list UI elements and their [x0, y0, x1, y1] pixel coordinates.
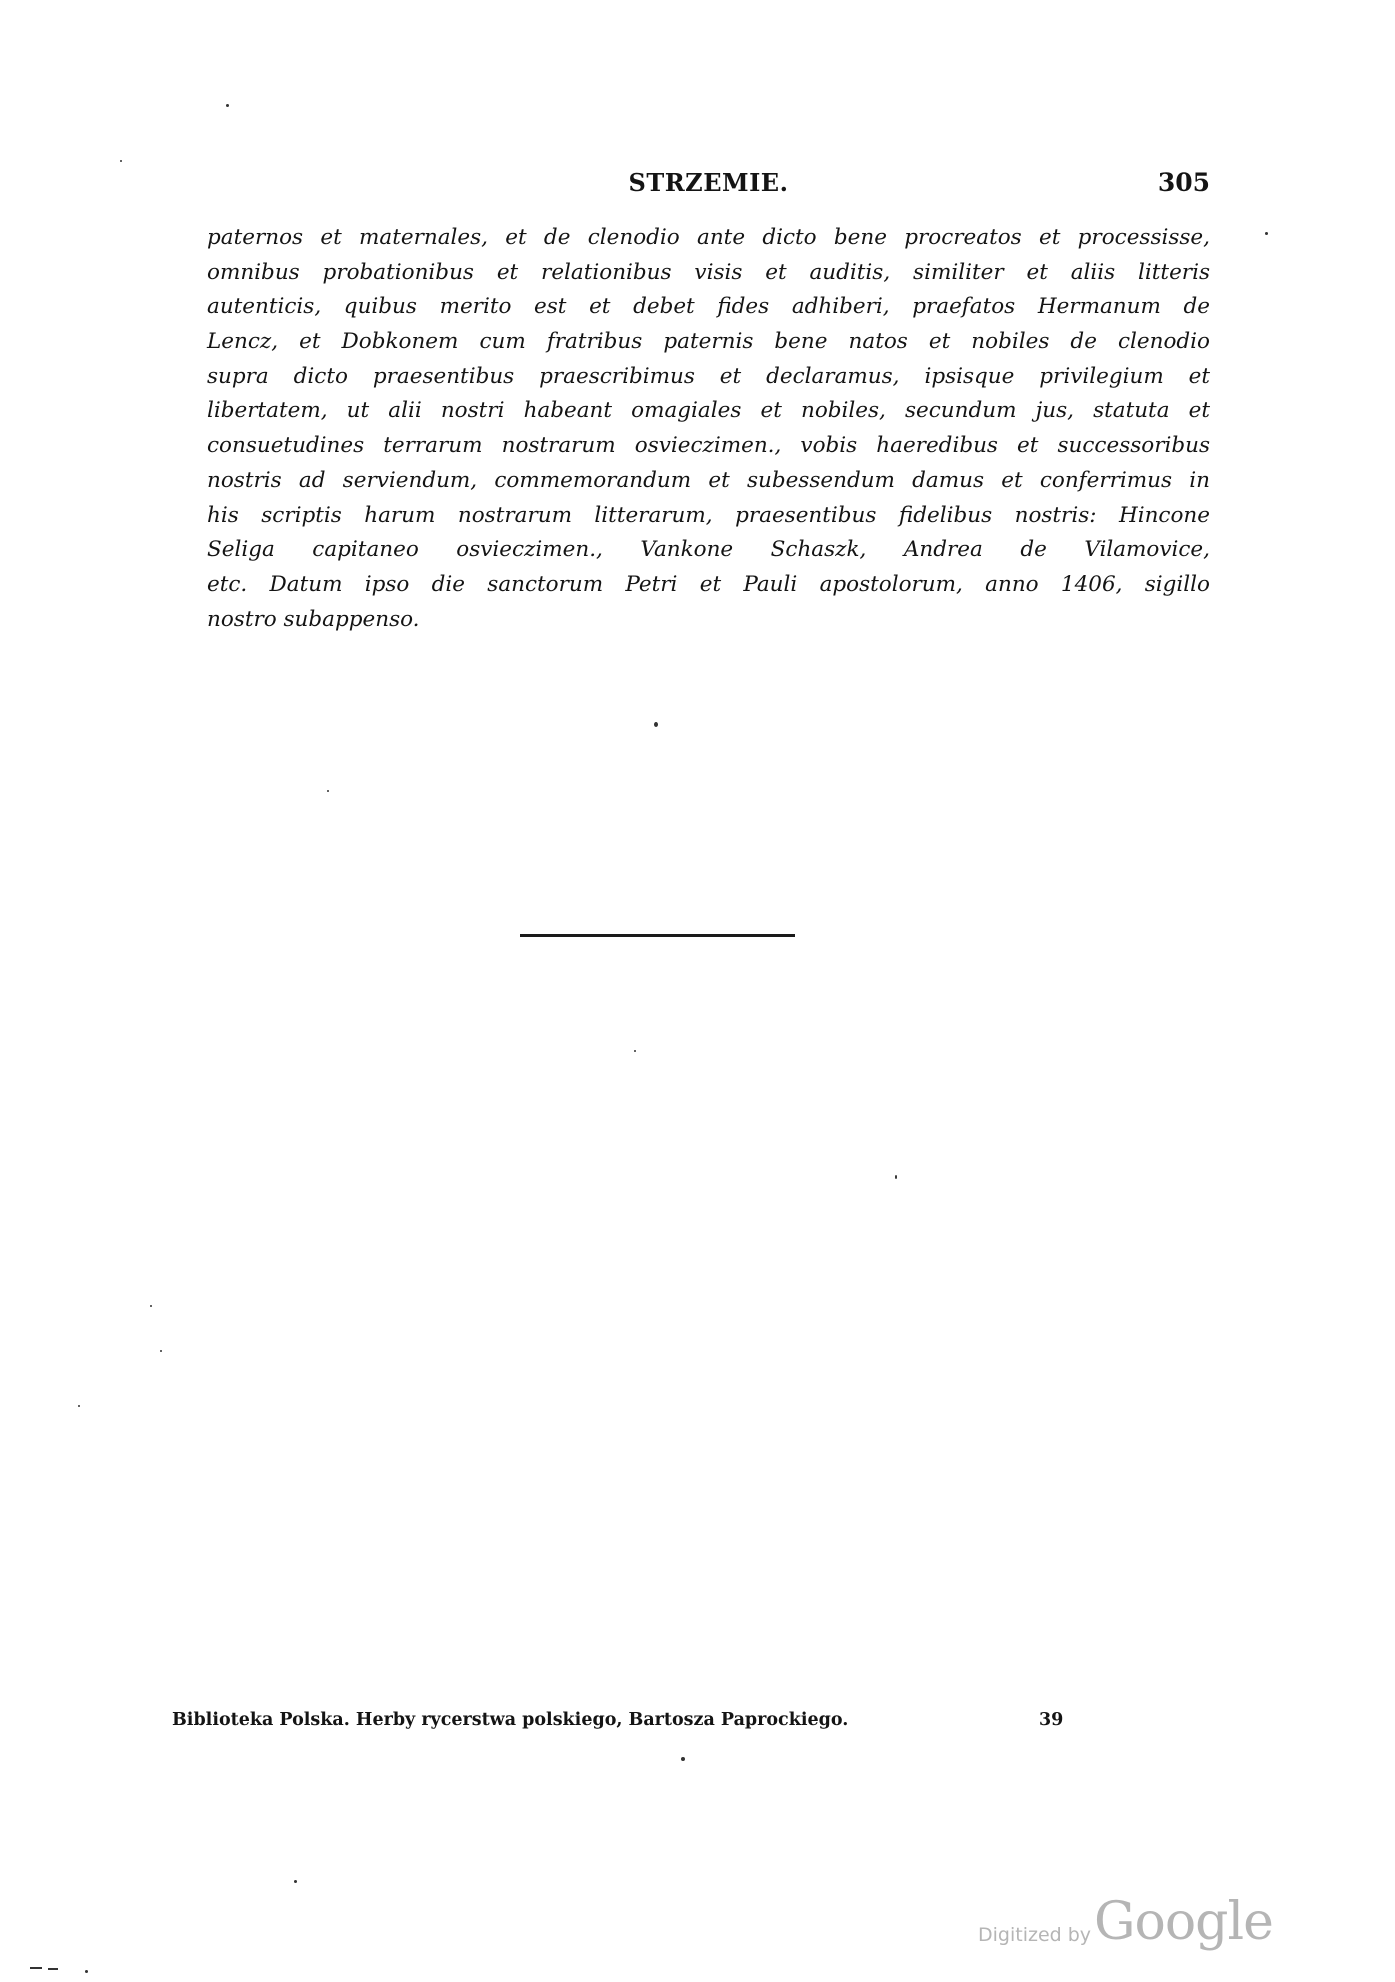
page-number: 305	[1157, 168, 1210, 197]
text-line: Seliga capitaneo osvieczimen., Vankone Schaszk, Andrea de Vilamovice,	[207, 537, 1210, 563]
text-line: consuetudines terrarum nostrarum osvieczimen., vobis haeredibus et successoribus	[207, 433, 1210, 459]
digitization-watermark	[978, 1894, 1278, 1964]
body-text	[207, 221, 1210, 637]
text-line: autenticis, quibus merito est et debet fides adhiberi, praefatos Hermanum de	[207, 294, 1210, 320]
scan-speck	[654, 722, 658, 727]
scan-speck	[85, 1970, 88, 1973]
footer	[172, 1710, 1064, 1740]
text-line: nostris ad serviendum, commemorandum et subessendum damus et conferrimus in	[207, 467, 1210, 493]
section-divider	[520, 934, 795, 937]
watermark-brand: Google	[1094, 1892, 1273, 1952]
footer-text: Biblioteka Polska. Herby rycerstwa polskiego, Bartosza Paprockiego.	[172, 1710, 849, 1730]
text-line: paternos et maternales, et de clenodio ante dicto bene procreatos et processisse,	[207, 225, 1210, 250]
scan-speck	[327, 790, 329, 792]
text-line: Lencz, et Dobkonem cum fratribus paternis bene natos et nobiles de clenodio	[207, 329, 1210, 355]
running-title: STRZEMIE.	[628, 168, 789, 197]
watermark-prefix: Digitized by	[978, 1924, 1092, 1946]
scan-speck	[294, 1880, 297, 1883]
scan-speck	[30, 1967, 42, 1969]
running-head	[207, 168, 1210, 208]
signature-mark: 39	[1039, 1710, 1064, 1730]
scan-speck	[634, 1050, 636, 1052]
text-line: libertatem, ut alii nostri habeant omagiales et nobiles, secundum jus, statuta et	[207, 398, 1210, 424]
text-line: supra dicto praesentibus praescribimus et declaramus, ipsisque privilegium et	[207, 363, 1210, 389]
scan-speck	[681, 1757, 685, 1761]
scan-speck	[120, 160, 122, 162]
text-line: nostro subappenso.	[207, 606, 420, 632]
scan-speck	[150, 1305, 152, 1307]
scan-speck	[160, 1350, 162, 1352]
text-line: his scriptis harum nostrarum litterarum, praesentibus fidelibus nostris: Hincone	[207, 502, 1210, 528]
scan-speck	[895, 1175, 897, 1179]
text-line: etc. Datum ipso die sanctorum Petri et Pauli apostolorum, anno 1406, sigillo	[207, 571, 1210, 597]
scan-speck	[226, 104, 229, 107]
scan-speck	[48, 1968, 58, 1970]
text-line: omnibus probationibus et relationibus visis et auditis, similiter et aliis litteris	[207, 259, 1210, 285]
scan-speck	[78, 1405, 80, 1407]
scan-speck	[1265, 232, 1268, 235]
